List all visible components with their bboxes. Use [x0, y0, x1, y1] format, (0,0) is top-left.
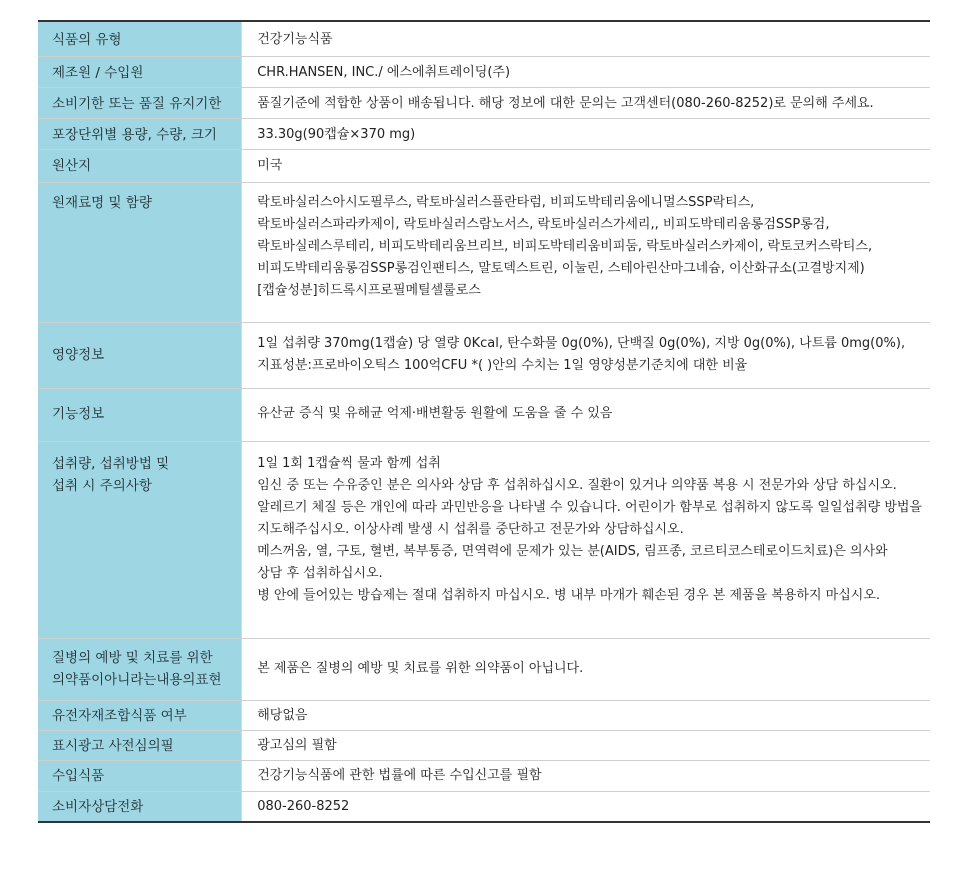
row-label-line: 소비기한 또는 품질 유지기한 — [52, 95, 222, 112]
row-value-line: 상담 후 섭취하십시오. — [257, 565, 383, 581]
info-row — [38, 388, 930, 441]
row-label — [38, 441, 242, 638]
row-value-line: 병 안에 들어있는 방습제는 절대 섭취하지 마십시오. 병 내부 마개가 훼손된 경우 본 제품을 복용하지 마십시오. — [257, 587, 881, 603]
row-value-line: 1일 섭취량 370mg(1캡슐) 당 열량 0Kcal, 탄수화물 0g(0%), 단백질 0g(0%), 지방 0g(0%), 나트륨 0mg(0%), — [257, 335, 906, 351]
row-value-line: 락토바실러스아시도필루스, 락토바실러스플란타럼, 비피도박테리움에니멀스SSP락티스, — [257, 194, 755, 210]
row-label-line: 유전자재조합식품 여부 — [52, 707, 187, 724]
row-label-line: 제조원 / 수입원 — [52, 64, 144, 81]
row-value-line: 미국 — [257, 157, 283, 173]
row-label — [38, 21, 242, 56]
info-row — [38, 700, 930, 730]
row-value — [242, 791, 930, 822]
row-label-line: 식품의 유형 — [52, 32, 122, 48]
row-label — [38, 700, 242, 730]
row-label-line: 수입식품 — [52, 767, 105, 784]
row-value — [242, 322, 930, 388]
row-label-line: 의약품이아니라는내용의표현 — [52, 671, 222, 688]
row-value-line: 건강기능식품 — [257, 32, 333, 47]
product-info-body — [38, 21, 930, 822]
row-label-line: 표시광고 사전심의필 — [52, 737, 174, 754]
row-value — [242, 730, 930, 760]
row-value-line: 락토바실러스파라카제이, 락토바실러스람노서스, 락토바실러스가세리,, 비피도박테리움롱검SSP롱검, — [257, 216, 830, 232]
info-row — [38, 56, 930, 87]
row-value — [242, 56, 930, 87]
row-value-line: 유산균 증식 및 유해균 억제·배변활동 원활에 도움을 줄 수 있음 — [257, 406, 613, 421]
row-label — [38, 760, 242, 791]
row-value — [242, 87, 930, 118]
row-label-line: 소비자상담전화 — [52, 798, 144, 815]
row-label-line: 원재료명 및 함량 — [52, 194, 152, 211]
row-label — [38, 149, 242, 182]
row-value-line: [캡슐성분]히드록시프로필메틸셀룰로스 — [257, 282, 481, 298]
row-value — [242, 118, 930, 149]
product-info-table — [38, 20, 930, 823]
info-row — [38, 182, 930, 322]
row-value-line: 1일 1회 1캡슐씩 물과 함께 섭취 — [257, 455, 441, 471]
row-label-line: 섭취 시 주의사항 — [52, 477, 152, 494]
row-label — [38, 388, 242, 441]
info-row — [38, 441, 930, 638]
info-row — [38, 149, 930, 182]
row-value-line: 080-260-8252 — [257, 798, 350, 814]
info-row — [38, 638, 930, 700]
row-label — [38, 638, 242, 700]
row-value-line: 본 제품은 질병의 예방 및 치료를 위한 의약품이 아닙니다. — [257, 660, 584, 676]
row-value-line: 해당없음 — [257, 707, 308, 723]
info-row — [38, 730, 930, 760]
row-value-line: 품질기준에 적합한 상품이 배송됩니다. 해당 정보에 대한 문의는 고객센터(080-260-8252)로 문의해 주세요. — [257, 95, 874, 111]
row-label-line: 포장단위별 용량, 수량, 크기 — [52, 126, 217, 143]
row-value-line: 광고심의 필함 — [257, 737, 337, 753]
row-label — [38, 182, 242, 322]
info-row — [38, 760, 930, 791]
row-value — [242, 441, 930, 638]
row-value — [242, 638, 930, 700]
info-row — [38, 322, 930, 388]
row-value-line: 건강기능식품에 관한 법률에 따른 수입신고를 필함 — [257, 767, 542, 783]
row-value — [242, 21, 930, 56]
row-label-line: 영양정보 — [52, 346, 105, 363]
row-value — [242, 700, 930, 730]
info-row — [38, 87, 930, 118]
row-label — [38, 322, 242, 388]
row-value-line: 메스꺼움, 열, 구토, 혈변, 복부통증, 면역력에 문제가 있는 분(AIDS, 림프종, 코르티코스테로이드치료)은 의사와 — [257, 543, 888, 559]
row-value-line: 락토바실레스루테리, 비피도박테리움브리브, 비피도박테리움비피둠, 락토바실러스카제이, 락토코커스락티스, — [257, 238, 873, 254]
row-value-line: 33.30g(90캡슐×370 mg) — [257, 126, 416, 142]
info-row — [38, 21, 930, 56]
row-label-line: 섭취량, 섭취방법 및 — [52, 455, 170, 472]
row-value — [242, 182, 930, 322]
row-label — [38, 56, 242, 87]
row-label — [38, 118, 242, 149]
row-value-line: 지표성분:프로바이오틱스 100억CFU *( )안의 수치는 1일 영양성분기준치에 대한 비율 — [257, 357, 748, 373]
info-row — [38, 791, 930, 822]
row-label-line: 원산지 — [52, 157, 92, 174]
info-row — [38, 118, 930, 149]
row-value — [242, 760, 930, 791]
row-label-line: 질병의 예방 및 치료를 위한 — [52, 649, 213, 666]
row-value-line: CHR.HANSEN, INC./ 에스에취트레이딩(주) — [257, 64, 511, 80]
row-value-line: 알레르기 체질 등은 개인에 따라 과민반응을 나타낼 수 있습니다. 어린이가 함부로 섭취하지 않도록 일일섭취량 방법을 — [257, 499, 922, 515]
row-value-line: 비피도박테리움롱검SSP롱검인팬티스, 말토덱스트린, 이눌린, 스테아린산마그네슘, 이산화규소(고결방지제) — [257, 260, 865, 276]
row-value — [242, 388, 930, 441]
row-label-line: 기능정보 — [52, 406, 105, 422]
row-value-line: 임신 중 또는 수유중인 분은 의사와 상담 후 섭취하십시오. 질환이 있거나 의약품 복용 시 전문가와 상담 하십시오. — [257, 477, 897, 493]
row-label — [38, 791, 242, 822]
row-value-line: 지도해주십시오. 이상사례 발생 시 섭취를 중단하고 전문가와 상담하십시오. — [257, 521, 684, 537]
row-value — [242, 149, 930, 182]
row-label — [38, 730, 242, 760]
row-label — [38, 87, 242, 118]
